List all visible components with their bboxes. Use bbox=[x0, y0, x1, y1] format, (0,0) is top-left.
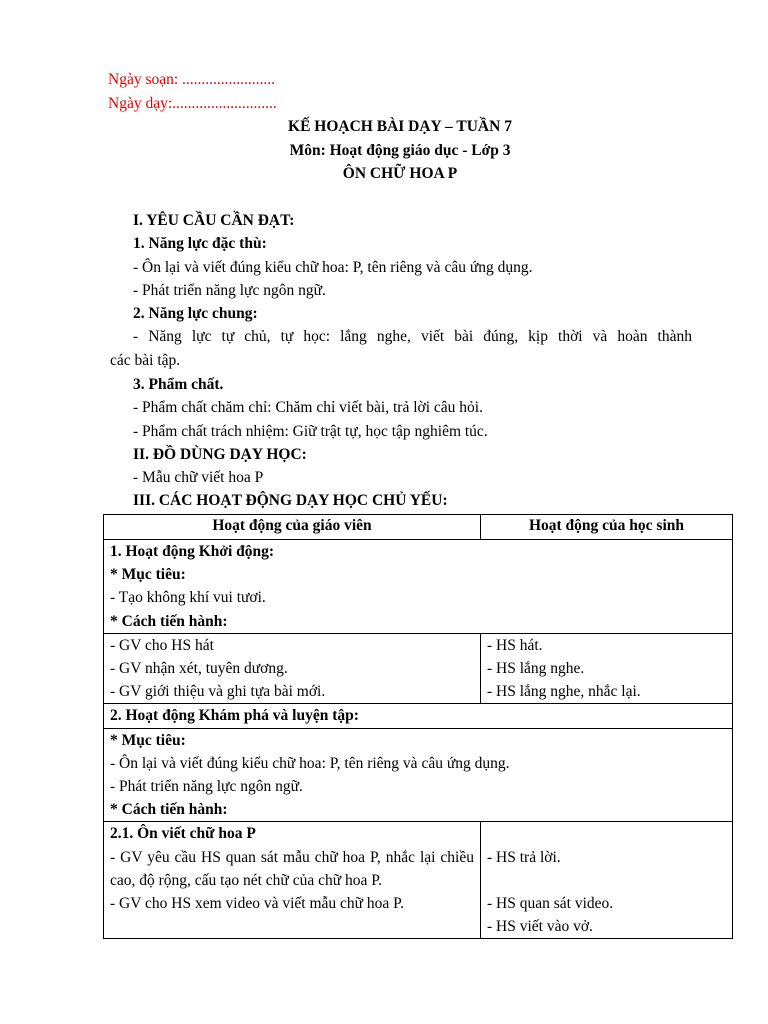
table-header-row bbox=[104, 515, 733, 540]
block-2-muc-tieu: * Mục tiêu: bbox=[110, 731, 186, 749]
title-line-3: ÔN CHỮ HOA P bbox=[342, 165, 458, 182]
section-1-sub-2: 2. Năng lực chung: bbox=[133, 305, 258, 322]
block-2-cach: * Cách tiến hành: bbox=[110, 801, 228, 819]
table-row bbox=[104, 540, 733, 634]
block-2-student-cell bbox=[481, 822, 733, 939]
block-1-title: 1. Hoạt động Khởi động: bbox=[110, 543, 275, 560]
section-2-item: - Mẫu chữ viết hoa P bbox=[133, 469, 264, 486]
ngay-day: Ngày dạy:........................... bbox=[108, 95, 277, 112]
section-1-sub-1-item: - Phát triển năng lực ngôn ngữ. bbox=[133, 282, 326, 299]
block-1-cach: * Cách tiến hành: bbox=[110, 612, 228, 630]
student-step: - HS lắng nghe. bbox=[487, 660, 585, 678]
table-row bbox=[104, 728, 733, 822]
student-step: - HS hát. bbox=[487, 636, 543, 654]
block-2-sub-title: 2.1. Ôn viết chữ hoa P bbox=[110, 825, 256, 843]
student-step: - HS trả lời. bbox=[487, 848, 561, 866]
teacher-step: - GV nhận xét, tuyên dương. bbox=[110, 660, 288, 678]
activity-table bbox=[103, 514, 733, 939]
teacher-step: - GV giới thiệu và ghi tựa bài mới. bbox=[110, 683, 326, 701]
student-step: - HS lắng nghe, nhắc lại. bbox=[487, 683, 641, 701]
title-line-1: KẾ HOẠCH BÀI DẠY – TUẦN 7 bbox=[288, 118, 512, 135]
block-2-muc-tieu-item: - Phát triển năng lực ngôn ngữ. bbox=[110, 778, 303, 796]
block-2-teacher-cell bbox=[104, 822, 481, 939]
table-row bbox=[104, 704, 733, 728]
block-1-muc-tieu-item: - Tạo không khí vui tươi. bbox=[110, 589, 266, 607]
section-2-heading: II. ĐỒ DÙNG DẠY HỌC: bbox=[133, 446, 307, 463]
block-1-teacher-cell bbox=[104, 633, 481, 704]
block-2-intro bbox=[104, 704, 733, 728]
student-step: - HS viết vào vở. bbox=[487, 918, 593, 936]
title-line-2: Môn: Hoạt động giáo dục - Lớp 3 bbox=[289, 142, 511, 159]
col-student-header: Hoạt động của học sinh bbox=[481, 515, 733, 540]
table-row bbox=[104, 633, 733, 704]
section-1-sub-3: 3. Phẩm chất. bbox=[133, 376, 224, 393]
teacher-step: - GV cho HS hát bbox=[110, 636, 214, 654]
table-row bbox=[104, 822, 733, 939]
teacher-step: - GV cho HS xem video và viết mẫu chữ hoa P. bbox=[110, 895, 404, 913]
block-2-title: 2. Hoạt động Khám phá và luyện tập: bbox=[110, 707, 359, 725]
section-1-sub-1: 1. Năng lực đặc thù: bbox=[133, 235, 267, 252]
section-3-heading: III. CÁC HOẠT ĐỘNG DẠY HỌC CHỦ YẾU: bbox=[133, 492, 448, 509]
block-2-objectives bbox=[104, 728, 733, 822]
block-1-intro bbox=[104, 540, 733, 634]
section-1-sub-2-line-1: - Năng lực tự chủ, tự học: lắng nghe, viết bài đúng, kịp thời và hoàn thành bbox=[133, 328, 692, 345]
ngay-soan: Ngày soạn: ........................ bbox=[108, 71, 276, 88]
teacher-step: - GV yêu cầu HS quan sát mẫu chữ hoa P, nhắc lại chiều cao, độ rộng, cấu tạo nét chữ của chữ hoa P. bbox=[110, 848, 474, 889]
section-1-sub-1-item: - Ôn lại và viết đúng kiểu chữ hoa: P, tên riêng và câu ứng dụng. bbox=[133, 259, 533, 276]
block-2-muc-tieu-item: - Ôn lại và viết đúng kiểu chữ hoa: P, tên riêng và câu ứng dụng. bbox=[110, 754, 510, 772]
section-1-sub-3-item: - Phẩm chất trách nhiệm: Giữ trật tự, học tập nghiêm túc. bbox=[133, 423, 488, 440]
block-1-muc-tieu: * Mục tiêu: bbox=[110, 566, 186, 584]
section-1-heading: I. YÊU CẦU CẦN ĐẠT: bbox=[133, 212, 295, 229]
student-step: - HS quan sát video. bbox=[487, 895, 614, 913]
section-1-sub-3-item: - Phẩm chất chăm chỉ: Chăm chỉ viết bài, trả lời câu hỏi. bbox=[133, 399, 483, 416]
section-1-sub-2-line-2: các bài tập. bbox=[110, 352, 181, 369]
col-teacher-header: Hoạt động của giáo viên bbox=[104, 515, 481, 540]
block-1-student-cell bbox=[481, 633, 733, 704]
